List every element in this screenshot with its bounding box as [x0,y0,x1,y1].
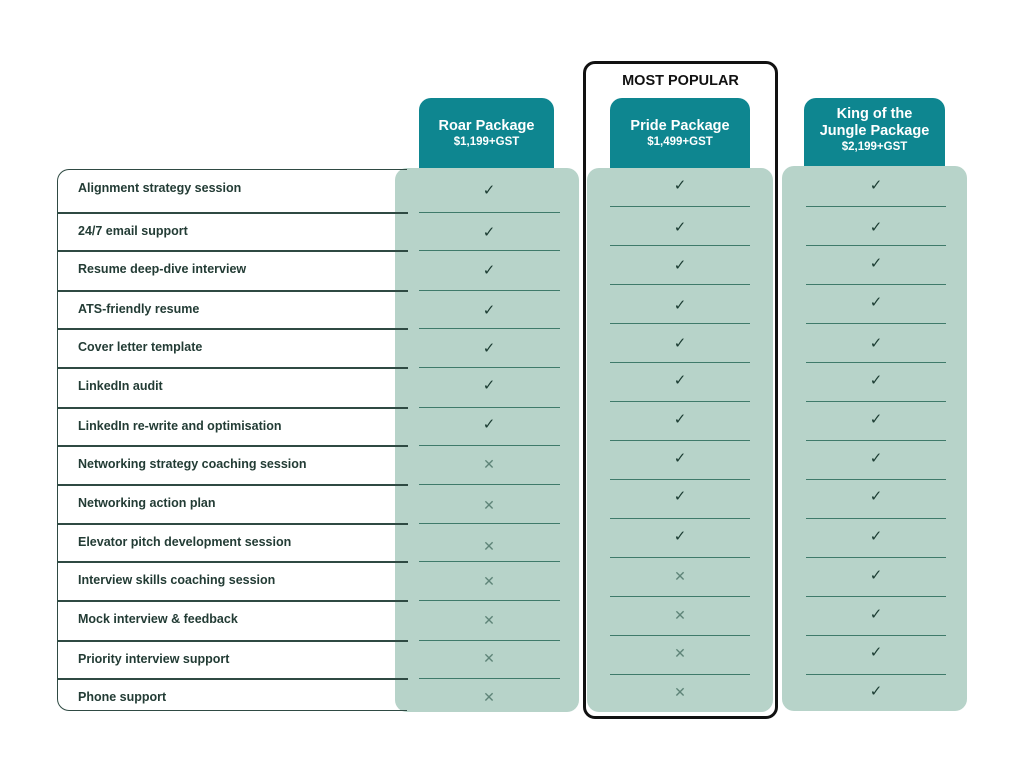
row-divider [419,484,560,485]
feature-row [58,408,408,446]
check-icon: ✓ [869,294,883,311]
row-divider [806,635,946,636]
feature-row [58,170,408,213]
check-icon: ✓ [482,224,496,241]
most-popular-label: MOST POPULAR [622,73,739,89]
feature-row [58,485,408,524]
feature-row [58,641,408,679]
feature-row [58,251,408,291]
feature-label: Interview skills coaching session [78,573,276,587]
check-icon: ✓ [869,255,883,272]
feature-row [58,679,408,712]
package-name: King of the [836,106,913,122]
check-icon: ✓ [869,488,883,505]
package-column [782,166,967,711]
cross-icon: ✕ [483,650,495,666]
check-icon: ✓ [869,450,883,467]
cross-icon: ✕ [483,612,495,628]
cross-icon: ✕ [483,538,495,554]
check-icon: ✓ [673,219,687,236]
package-name: Pride Package [630,118,730,134]
check-icon: ✓ [482,262,496,279]
most-popular-highlight [583,61,778,719]
check-icon: ✓ [482,302,496,319]
row-divider [806,518,946,519]
feature-row [58,524,408,562]
check-icon: ✓ [673,450,687,467]
check-icon: ✓ [869,372,883,389]
cross-icon: ✕ [483,573,495,589]
feature-row [58,368,408,408]
feature-label: Alignment strategy session [78,181,242,195]
feature-label: Priority interview support [78,652,230,666]
package-name: Jungle Package [819,123,930,139]
row-divider [419,407,560,408]
cross-icon: ✕ [674,568,686,584]
row-divider [419,678,560,679]
feature-row [58,329,408,368]
check-icon: ✓ [482,416,496,433]
row-divider [806,440,946,441]
package-name: Roar Package [438,118,535,134]
check-icon: ✓ [673,488,687,505]
feature-label: Elevator pitch development session [78,535,292,549]
cross-icon: ✕ [483,689,495,705]
check-icon: ✓ [673,528,687,545]
row-divider [419,600,560,601]
feature-label: ATS-friendly resume [78,302,200,316]
cross-icon: ✕ [483,497,495,513]
feature-list [57,169,407,711]
feature-label: Networking action plan [78,496,216,510]
package-header [804,98,945,166]
row-divider [806,323,946,324]
row-divider [806,206,946,207]
row-divider [806,674,946,675]
feature-label: LinkedIn re-write and optimisation [78,419,282,433]
feature-label: Resume deep-dive interview [78,262,247,276]
row-divider [419,367,560,368]
check-icon: ✓ [673,297,687,314]
feature-row [58,562,408,601]
row-divider [806,245,946,246]
cross-icon: ✕ [483,456,495,472]
package-header [419,98,554,168]
check-icon: ✓ [673,335,687,352]
check-icon: ✓ [482,340,496,357]
row-divider [806,284,946,285]
row-divider [419,250,560,251]
row-divider [806,479,946,480]
check-icon: ✓ [482,182,496,199]
row-divider [806,557,946,558]
check-icon: ✓ [673,177,687,194]
cross-icon: ✕ [674,607,686,623]
feature-label: Cover letter template [78,340,203,354]
row-divider [419,561,560,562]
feature-label: Mock interview & feedback [78,612,238,626]
row-divider [419,290,560,291]
check-icon: ✓ [869,219,883,236]
row-divider [419,328,560,329]
row-divider [419,445,560,446]
feature-label: Networking strategy coaching session [78,457,307,471]
row-divider [419,212,560,213]
check-icon: ✓ [869,177,883,194]
package-price: $1,499+GST [647,136,713,148]
check-icon: ✓ [869,683,883,700]
check-icon: ✓ [673,372,687,389]
feature-label: 24/7 email support [78,224,188,238]
check-icon: ✓ [673,257,687,274]
check-icon: ✓ [482,377,496,394]
row-divider [419,523,560,524]
check-icon: ✓ [869,606,883,623]
check-icon: ✓ [869,567,883,584]
feature-row [58,291,408,329]
row-divider [419,640,560,641]
row-divider [806,401,946,402]
check-icon: ✓ [869,528,883,545]
check-icon: ✓ [869,644,883,661]
feature-row [58,601,408,641]
check-icon: ✓ [869,411,883,428]
row-divider [806,596,946,597]
check-icon: ✓ [869,335,883,352]
feature-row [58,446,408,485]
package-price: $2,199+GST [841,141,908,153]
cross-icon: ✕ [674,645,686,661]
package-price: $1,199+GST [453,136,520,148]
check-icon: ✓ [673,411,687,428]
feature-label: LinkedIn audit [78,379,163,393]
feature-label: Phone support [78,690,167,704]
cross-icon: ✕ [674,684,686,700]
row-divider [806,362,946,363]
feature-row [58,213,408,251]
